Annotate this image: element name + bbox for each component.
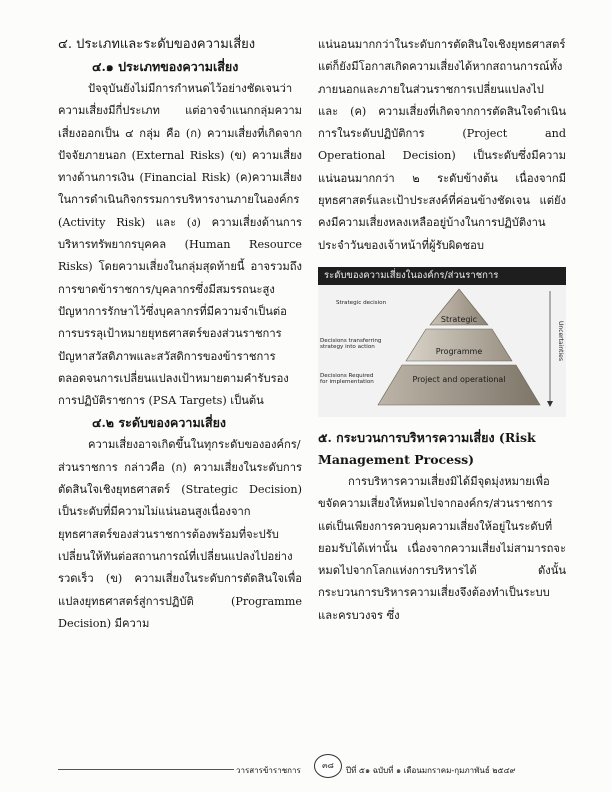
risk-types-paragraph: ปัจจุบันยังไม่มีการกำหนดไว้อย่างชัดเจนว่าความเสี่ยงมีกี่ประเภท แต่อาจจำแนกกลุ่มความเสี่ยงออกเป็น ๔ กลุ่ม คือ (ก) ความเสี่ยงที่เกิดจากปัจจัยภายนอก (External Risks) (ข) ความเสี่ยงทางด้านการเงิน (Financial Risk) (ค)ความเสี่ยงในการดำเนินกิจกรรมการบริหารงานภายในองค์กร (Activity Risk) และ (ง) ความเสี่ยงด้านการบริหารทรัพยากรบุคคล (Human Resource Risks) โดยความเสี่ยงในกลุ่มสุดท้ายนี้ อาจรวมถึงการขาดข้าราชการ/บุคลากรซึ่งมีสมรรถนะสูง ปัญหาการรักษาไว้ซึ่งบุคลากรที่มีความจำเป็นต่อการบรรลุเป้าหมายยุทธศาสตร์ของส่วนราชการ ปัญหาสวัสดิภาพและสวัสดิการของข้าราชการตลอดจนการเปลี่ยนแปลงเป้าหมายตามคำรับรองการปฏิบัติราชการ (PSA Targets) เป็นต้น — [58, 82, 302, 408]
risk-management-paragraph: การบริหารความเสี่ยงมิได้มีจุดมุ่งหมายเพื่อขจัดความเสี่ยงให้หมดไปจากองค์กร/ส่วนราชการ แต่เป็นเพียงการควบคุมความเสี่ยงให้อยู่ในระดับที่ยอมรับได้เท่านั้น เนื่องจากความเสี่ยงไม่สามารถจะหมดไปจากโลกแห่งการบริหารได้ ดังนั้นกระบวนการบริหารความเสี่ยงจึงต้องทำเป็นระบบและครบวงจร ซึ่ง — [318, 474, 566, 622]
uncertainties-axis-arrow — [547, 401, 553, 407]
right-column — [318, 34, 566, 627]
left-column — [58, 34, 302, 635]
tier-label-project: Project and operational — [412, 374, 506, 384]
journal-name: วารสารข้าราชการ — [236, 766, 301, 775]
page-footer — [0, 762, 612, 782]
tier-label-strategic: Strategic — [440, 314, 478, 324]
uncertainties-axis-label: Uncertainties — [557, 320, 564, 361]
annotation-transferring-strategy: Decisions transferring strategy into action — [320, 337, 382, 351]
tier-label-programme: Programme — [435, 346, 483, 356]
annotation-strategic-decision: Strategic decision — [336, 299, 387, 306]
pyramid-tier-mid — [406, 329, 512, 361]
subsection-4-2-heading: ๔.๒ ระดับของความเสี่ยง — [92, 415, 227, 431]
risk-levels-paragraph: ความเสี่ยงอาจเกิดขึ้นในทุกระดับขององค์กร/ส่วนราชการ กล่าวคือ (ก) ความเสี่ยงในระดับการตัดสินใจเชิงยุทธศาสตร์ (Strategic Decision) เป็นระดับที่มีความไม่แน่นอนสูงเนื่องจากยุทธศาสตร์ของส่วนราชการต้องพร้อมที่จะปรับเปลี่ยนให้ทันต่อสถานการณ์ที่เปลี่ยนแปลงไปอย่างรวดเร็ว (ข) ความเสี่ยงในระดับการตัดสินใจเพื่อแปลงยุทธศาสตร์สู่การปฏิบัติ (Programme Decision) มีความ — [58, 438, 302, 630]
section-5-heading: ๕. กระบวนการบริหารความเสี่ยง (Risk Management Process) — [318, 429, 536, 467]
pyramid-tier-bottom — [378, 365, 540, 405]
section-4-heading: ๔. ประเภทและระดับของความเสี่ยง — [58, 37, 256, 52]
risk-levels-paragraph-continued: แน่นอนมากกว่าในระดับการตัดสินใจเชิงยุทธศาสตร์ แต่ก็ยังมีโอกาสเกิดความเสี่ยงได้หากสถานการณ์ทั้งภายนอกและภายในส่วนราชการเปลี่ยนแปลงไป และ (ค) ความเสี่ยงที่เกิดจากการตัดสินใจดำเนินการในระดับปฏิบัติการ (Project and Operational Decision) เป็นระดับซึ่งมีความแน่นอนมากกว่า ๒ ระดับข้างต้น เนื่องจากมียุทธศาสตร์และเป้าประสงค์ที่ค่อนข้างชัดเจน แต่ยังคงมีความเสี่ยงหลงเหลืออยู่บ้างในการปฏิบัติงานประจำวันของเจ้าหน้าที่ผู้รับผิดชอบ — [318, 38, 566, 252]
risk-levels-figure — [318, 267, 566, 417]
figure-title: ระดับของความเสี่ยงในองค์กร/ส่วนราชการ — [318, 267, 566, 285]
subsection-4-1-heading: ๔.๑ ประเภทของความเสี่ยง — [92, 59, 239, 74]
annotation-implementation: Decisions Required for implementation — [320, 372, 374, 386]
footer-rule-left — [58, 769, 234, 770]
issue-info: ปีที่ ๕๑ ฉบับที่ ๑ เดือนมกราคม-กุมภาพันธ์ ๒๕๔๙ — [346, 766, 516, 775]
page-number: ๓๘ — [314, 754, 342, 778]
